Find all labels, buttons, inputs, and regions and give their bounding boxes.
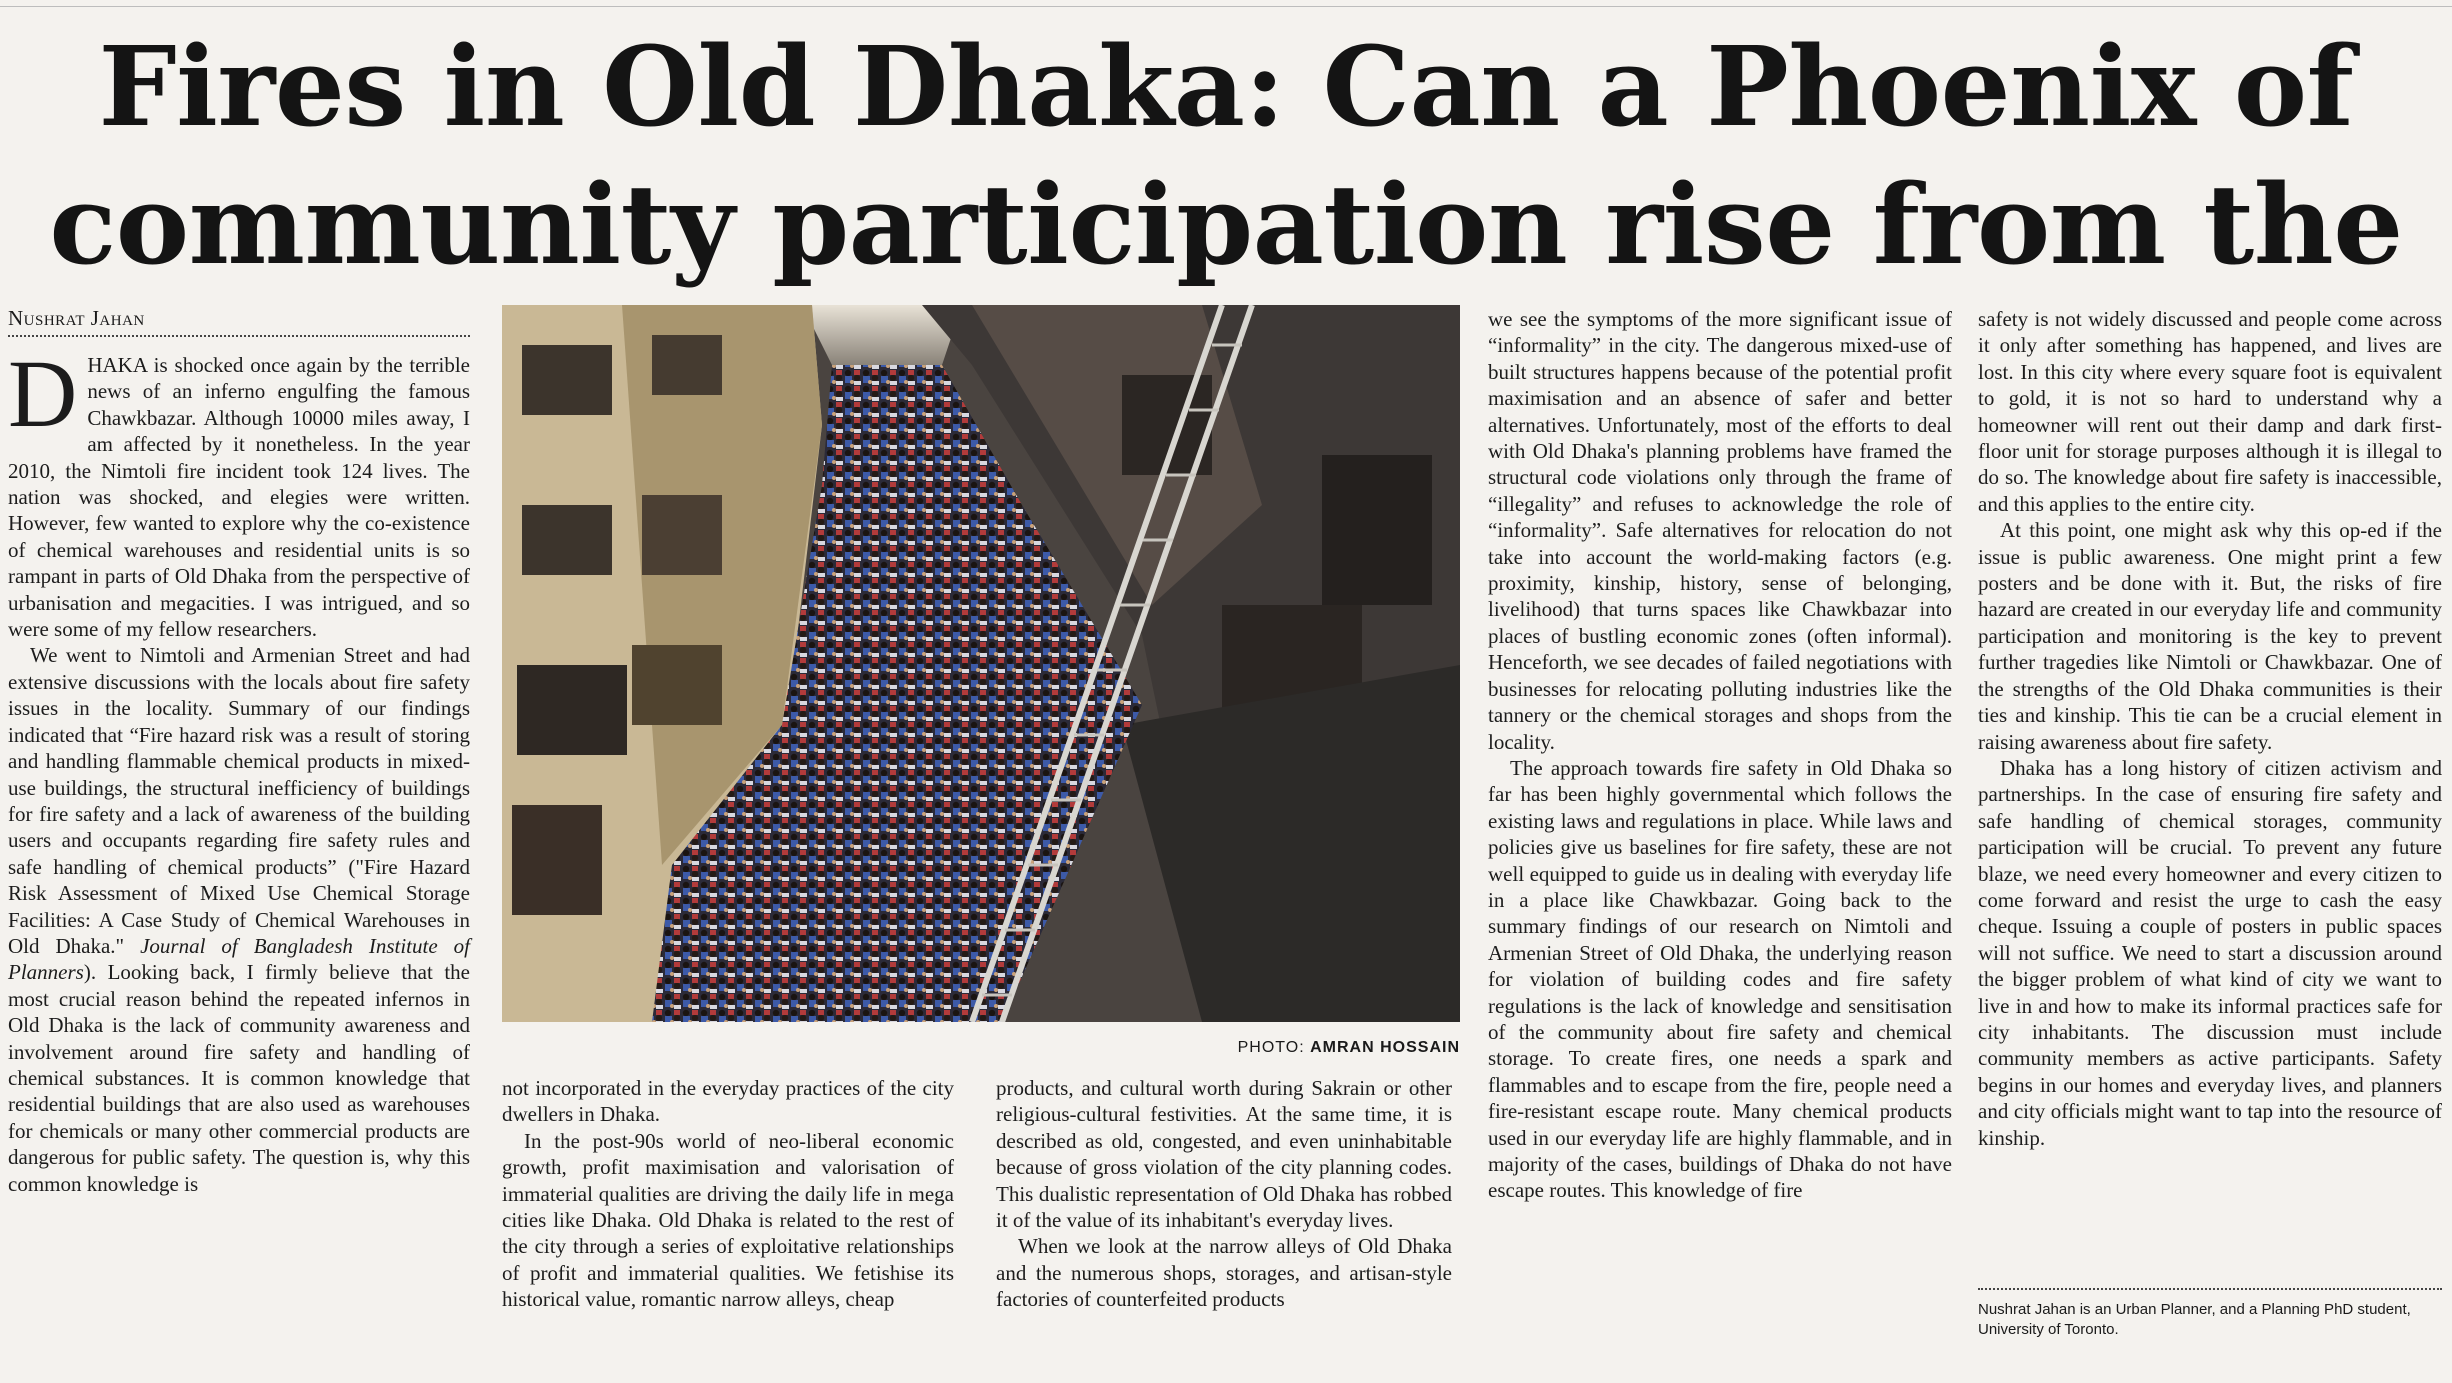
paragraph: [8, 642, 470, 1197]
column-2: [502, 1075, 954, 1313]
drop-cap: D: [8, 340, 78, 447]
lead-text: HAKA is shocked once again by the terrible news of an inferno engulfing the famous Chawkbazar. Although 10000 miles away, I am affected by it nonetheless. In the year 2010, the Nimtoli fire incident took 124 lives. The nation was shocked, and elegies were written. However, few wanted to explore why the co-existence of chemical warehouses and residential units is so rampant in parts of Old Dhaka from the perspective of urbanisation and megacities. I was intrigued, and so were some of my fellow researchers.: [8, 353, 470, 642]
headline: Fires in Old Dhaka: Can a Phoenix of community participation rise from the: [49, 22, 2403, 289]
credit-label: PHOTO:: [1237, 1039, 1305, 1056]
paragraph-text: ). Looking back, I firmly believe that the most crucial reason behind the repeated infernos in Old Dhaka is the lack of community awareness and involvement around fire safety and handling of chemical substances. It is common knowledge that residential buildings that are also used as warehouses for chemicals or many other commercial products are dangerous for public safety. The question is, why this common knowledge is: [8, 960, 470, 1196]
byline: Nushrat Jahan: [8, 306, 470, 337]
crowd-scene-illustration: [502, 305, 1460, 1022]
paragraph: not incorporated in the everyday practices of the city dwellers in Dhaka.: [502, 1076, 954, 1127]
column-1: [8, 340, 470, 1197]
paragraph-text: We went to Nimtoli and Armenian Street and had extensive discussions with the locals about fire safety issues in the locality. Summary of our findings indicated that “Fire hazard risk was a result of storing and handling flammable chemical products in mixed-use buildings, the structural inefficiency of buildings for fire safety and a lack of awareness of the building users and occupants regarding fire safety rules and safe handling of chemical products” ("Fire Hazard Risk Assessment of Mixed Use Chemical Storage Facilities: A Case Study of Chemical Warehouses in Old Dhaka.": [8, 643, 470, 958]
author-bio: Nushrat Jahan is an Urban Planner, and a Planning PhD student, University of Toronto.: [1978, 1301, 2411, 1338]
column-3: [996, 1075, 1452, 1313]
top-rule: [0, 0, 2452, 7]
column-4: [1488, 306, 1952, 1204]
paragraph: safety is not widely discussed and people come across it only after something has happened, and lives are lost. In this city where every square foot is equivalent to gold, it is not so hard to understand why a homeowner will rent out their damp and dark first-floor unit for storage purposes although it is illegal to do so. The knowledge about fire safety is inaccessible, and this applies to the entire city.: [1978, 307, 2442, 516]
paragraph: [8, 340, 470, 642]
bio-divider: [1978, 1288, 2442, 1290]
paragraph: products, and cultural worth during Sakrain or other religious-cultural festivities. At the same time, it is described as old, congested, and even uninhabitable because of gross violation of the city planning codes. This dualistic representation of Old Dhaka has robbed it of the value of its inhabitant's everyday lives.: [996, 1076, 1452, 1233]
news-photo: [502, 305, 1460, 1022]
paragraph: we see the symptoms of the more significant issue of “informality” in the city. The dangerous mixed-use of built structures happens because of the potential profit maximisation and an absence of safer and better alternatives. Unfortunately, most of the efforts to deal with Old Dhaka's planning problems have framed the structural code violations only through the frame of “illegality” and refuses to acknowledge the role of “informality”. Safe alternatives for relocation do not take into account the world-making factors (e.g. proximity, kinship, history, sense of belonging, livelihood) that turns spaces like Chawkbazar into places of bustling economic zones (often informal). Henceforth, we see decades of failed negotiations with businesses for relocating polluting industries like the tannery or the chemical storages and shops from the locality.: [1488, 307, 1952, 754]
paragraph: At this point, one might ask why this op-ed if the issue is public awareness. One might print a few posters and be done with it. But, the risks of fire hazard are created in our everyday life and community participation and monitoring is the key to prevent further tragedies like Nimtoli or Chawkbazar. One of the strengths of the Old Dhaka communities is their ties and kinship. This tie can be a crucial element in raising awareness about fire safety.: [1978, 518, 2442, 754]
paragraph: The approach towards fire safety in Old Dhaka so far has been highly governmental which follows the existing laws and regulations in place. While laws and policies give us baselines for fire safety, these are not well equipped to guide us in dealing with everyday life in a place like Chawkbazar. Going back to the summary findings of our research on Nimtoli and Armenian Street of Old Dhaka, the underlying reason for violation of building codes and fire safety regulations is the lack of knowledge and sensitisation of the community about fire safety and chemical storage. To create fires, one needs a spark and flammables and to escape from the fire, people need a fire-resistant escape route. Many chemical products used in our everyday life are highly flammable, and in majority of the cases, buildings of Dhaka do not have escape routes. This knowledge of fire: [1488, 755, 1952, 1203]
paragraph: Dhaka has a long history of citizen activism and partnerships. In the case of ensuring fire safety and safe handling of chemical storages, community participation will be crucial. To prevent any future blaze, we need every homeowner and every citizen to come forward and resist the urge to cash the easy cheque. Issuing a couple of posters in public spaces will not suffice. We need to start a discussion around the bigger problem of what kind of city we want to live in and how to make its informal practices safe for city inhabitants. The discussion must include community members as active participants. Safety begins in our homes and everyday lives, and planners and city officials might want to tap into the resource of kinship.: [1978, 755, 2442, 1150]
paragraph: In the post-90s world of neo-liberal economic growth, profit maximisation and valorisation of immaterial qualities are driving the daily life in mega cities like Dhaka. Old Dhaka is related to the rest of the city through a series of exploitative relationships of profit and immaterial qualities. We fetishise its historical value, romantic narrow alleys, cheap: [502, 1128, 954, 1312]
journal-title: Journal of Bangladesh Institute of Planners: [8, 933, 470, 985]
photo-credit: [1100, 1039, 1460, 1057]
column-5: [1978, 306, 2442, 1151]
credit-name: AMRAN HOSSAIN: [1310, 1039, 1460, 1056]
paragraph: When we look at the narrow alleys of Old Dhaka and the numerous shops, storages, and artisan-style factories of counterfeited products: [996, 1234, 1452, 1312]
